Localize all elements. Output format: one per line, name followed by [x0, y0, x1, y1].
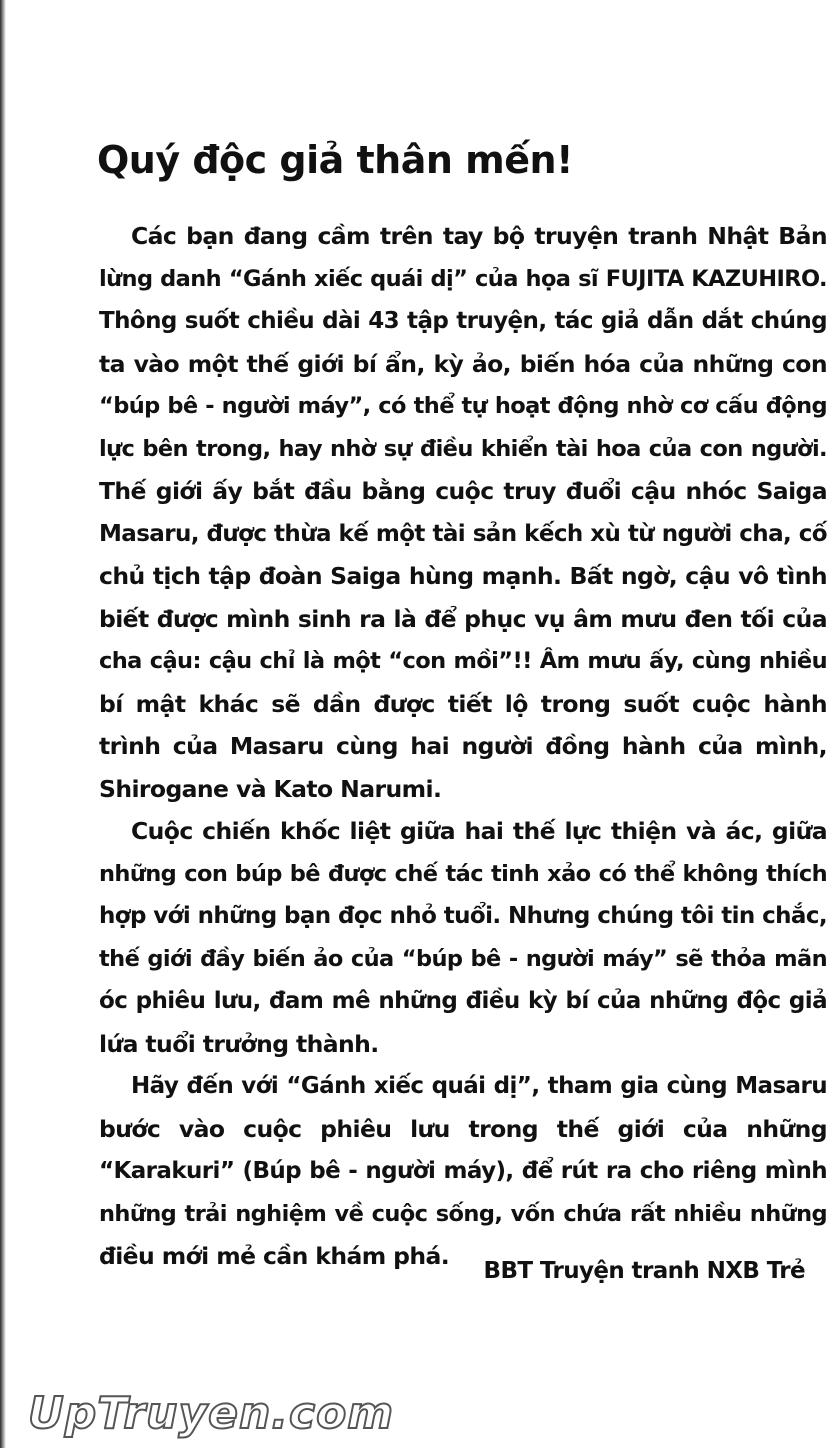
text-line: chủ tịch tập đoàn Saiga hùng mạnh. Bất ngờ, cậu vô tình — [99, 562, 827, 590]
text-line: Hãy đến với “Gánh xiếc quái dị”, tham gia cùng Masaru — [131, 1073, 827, 1099]
text-line: những trải nghiệm về cuộc sống, vốn chứa rất nhiều những — [99, 1200, 827, 1227]
page-title: Quý độc giả thân mến! — [97, 138, 573, 182]
text-line: Masaru, được thừa kế một tài sản kếch xù từ người cha, cố — [99, 520, 827, 547]
text-line: “búp bê - người máy”, có thể tự hoạt động nhờ cơ cấu động — [99, 393, 827, 419]
text-line: óc phiêu lưu, đam mê những điều kỳ bí của những độc giả — [99, 988, 827, 1014]
text-line: thế giới đầy biến ảo của “búp bê - người máy” sẽ thỏa mãn — [99, 945, 827, 972]
text-line: điều mới mẻ cần khám phá. — [99, 1242, 450, 1270]
text-line: bước vào cuộc phiêu lưu trong thế giới của những — [99, 1114, 827, 1143]
text-line: lực bên trong, hay nhờ sự điều khiển tài hoa của con người. — [99, 435, 827, 462]
site-watermark: UpTruyen.com — [28, 1388, 395, 1439]
scan-edge-shadow — [0, 0, 6, 1448]
text-line: Thế giới ấy bắt đầu bằng cuộc truy đuổi cậu nhóc Saiga — [99, 477, 827, 505]
paragraph-1 — [99, 215, 827, 810]
text-line: lừng danh “Gánh xiếc quái dị” của họa sĩ FUJITA KAZUHIRO. — [99, 265, 827, 292]
text-line: Các bạn đang cầm trên tay bộ truyện tranh Nhật Bản — [131, 222, 827, 250]
text-line: ta vào một thế giới bí ẩn, kỳ ảo, biến hóa của những con — [99, 349, 827, 378]
text-line: bí mật khác sẽ dần được tiết lộ trong suốt cuộc hành — [99, 689, 827, 718]
text-line: những con búp bê được chế tác tinh xảo có thể không thích — [99, 860, 827, 887]
text-line: cha cậu: cậu chỉ là một “con mồi”!! Âm mưu ấy, cùng nhiều — [99, 648, 827, 674]
paragraph-3 — [99, 1065, 827, 1278]
text-line: hợp với những bạn đọc nhỏ tuổi. Nhưng chúng tôi tin chắc, — [99, 903, 827, 929]
letter-body — [99, 215, 827, 1278]
text-line: “Karakuri” (Búp bê - người máy), để rút ra cho riêng mình — [99, 1158, 827, 1184]
text-line: trình của Masaru cùng hai người đồng hành của mình, — [99, 732, 827, 760]
text-line: Cuộc chiến khốc liệt giữa hai thế lực thiện và ác, giữa — [131, 817, 827, 845]
text-line: Shirogane và Kato Narumi. — [99, 774, 442, 803]
text-line: biết được mình sinh ra là để phục vụ âm mưu đen tối của — [99, 604, 827, 633]
paragraph-2 — [99, 810, 827, 1065]
signature: BBT Truyện tranh NXB Trẻ — [483, 1258, 805, 1284]
text-line: lứa tuổi trưởng thành. — [99, 1029, 379, 1058]
text-line: Thông suốt chiều dài 43 tập truyện, tác giả dẫn dắt chúng — [99, 308, 827, 334]
